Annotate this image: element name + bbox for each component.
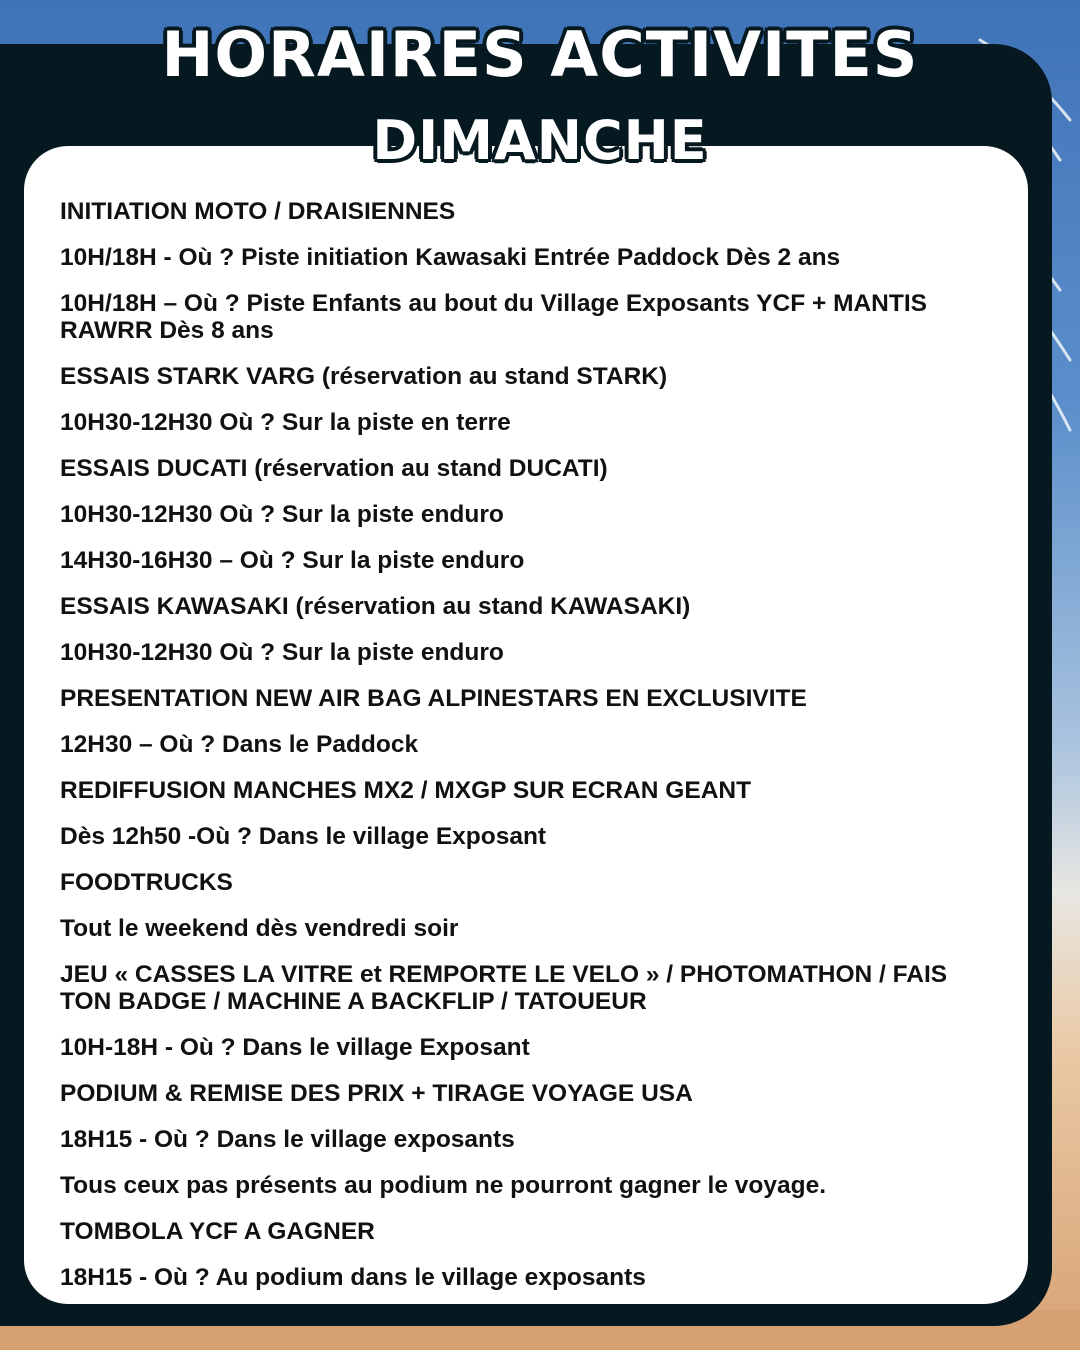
schedule-list <box>60 198 1000 1310</box>
schedule-line: ESSAIS KAWASAKI (réservation au stand KAWASAKI) <box>60 593 691 620</box>
schedule-line: 10H30-12H30 Où ? Sur la piste enduro <box>60 501 504 528</box>
page-title: HORAIRES ACTIVITES <box>161 18 919 91</box>
schedule-line: Dès 12h50 -Où ? Dans le village Exposant <box>60 823 547 850</box>
schedule-line: 10H-18H - Où ? Dans le village Exposant <box>60 1034 530 1061</box>
schedule-line: 12H30 – Où ? Dans le Paddock <box>60 731 419 758</box>
schedule-line: PODIUM & REMISE DES PRIX + TIRAGE VOYAGE USA <box>60 1080 693 1107</box>
schedule-line: REDIFFUSION MANCHES MX2 / MXGP SUR ECRAN GEANT <box>60 777 752 804</box>
schedule-line: ESSAIS DUCATI (réservation au stand DUCATI) <box>60 455 608 482</box>
schedule-line: 10H30-12H30 Où ? Sur la piste enduro <box>60 639 504 666</box>
page-subtitle: DIMANCHE <box>372 109 708 172</box>
schedule-line: PRESENTATION NEW AIR BAG ALPINESTARS EN EXCLUSIVITE <box>60 685 807 712</box>
schedule-line: Tous ceux pas présents au podium ne pourront gagner le voyage. <box>60 1172 827 1199</box>
schedule-line: 14H30-16H30 – Où ? Sur la piste enduro <box>60 547 525 574</box>
schedule-line: FOODTRUCKS <box>60 869 233 896</box>
schedule-line: Tout le weekend dès vendredi soir <box>60 915 459 942</box>
schedule-line: JEU « CASSES LA VITRE et REMPORTE LE VELO » / PHOTOMATHON / FAIS TON BADGE / MACHINE A BACKFLIP / TATOUEUR <box>60 961 948 1015</box>
schedule-line: INITIATION MOTO / DRAISIENNES <box>60 198 456 225</box>
schedule-line: TOMBOLA YCF A GAGNER <box>60 1218 375 1245</box>
schedule-line: 10H/18H – Où ? Piste Enfants au bout du Village Exposants YCF + MANTIS RAWRR Dès 8 ans <box>60 290 927 344</box>
schedule-line: 18H15 - Où ? Dans le village exposants <box>60 1126 515 1153</box>
schedule-line: 10H/18H - Où ? Piste initiation Kawasaki Entrée Paddock Dès 2 ans <box>60 244 841 271</box>
schedule-line: ESSAIS STARK VARG (réservation au stand STARK) <box>60 363 668 390</box>
schedule-line: 10H30-12H30 Où ? Sur la piste en terre <box>60 409 511 436</box>
schedule-line: 18H15 - Où ? Au podium dans le village exposants <box>60 1264 646 1291</box>
